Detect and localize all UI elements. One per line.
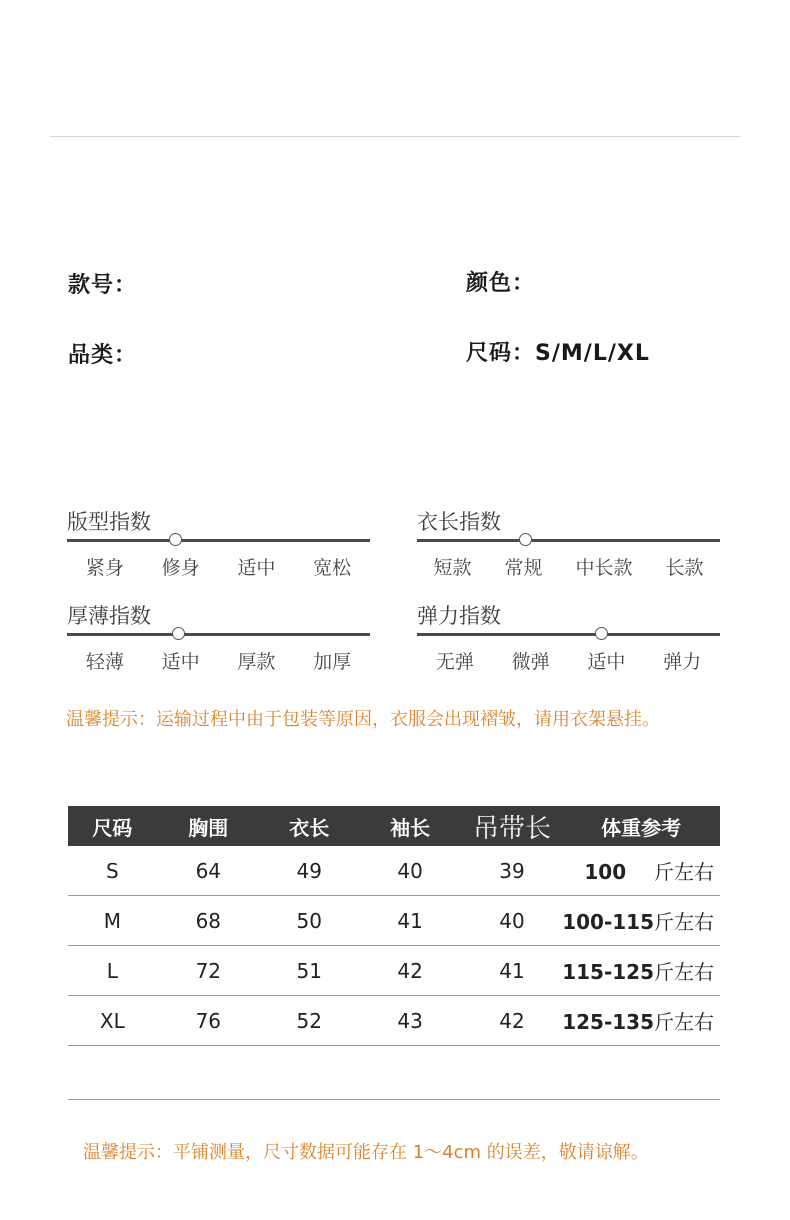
cell-sleeve: 41 — [358, 896, 461, 946]
thickness-index-knob — [172, 627, 185, 640]
table-row — [68, 946, 720, 996]
cell-chest: 76 — [157, 996, 260, 1046]
fit-index-options — [67, 553, 370, 580]
category-label: 品类： — [68, 343, 138, 368]
length-option: 短款 — [433, 557, 472, 579]
fit-index-knob — [169, 533, 182, 546]
weight-unit: 斤左右 — [654, 910, 714, 934]
length-index-track — [417, 539, 720, 542]
fit-option: 适中 — [237, 557, 276, 579]
elasticity-index-track — [417, 633, 720, 636]
elasticity-index-knob — [595, 627, 608, 640]
header-sleeve: 袖长 — [358, 806, 461, 846]
cell-length: 51 — [260, 946, 358, 996]
weight-value: 100 — [584, 860, 627, 884]
weight-unit: 斤左右 — [654, 860, 714, 884]
weight-unit: 斤左右 — [654, 960, 714, 984]
cell-weight — [562, 846, 720, 896]
measurement-tip: 温馨提示：平铺测量，尺寸数据可能存在 1～4cm 的误差，敬请谅解。 — [83, 1142, 649, 1163]
thickness-option: 适中 — [161, 651, 200, 673]
bottom-divider — [68, 1099, 720, 1100]
cell-sleeve: 40 — [358, 846, 461, 896]
table-row — [68, 846, 720, 896]
table-row — [68, 896, 720, 946]
header-weight: 体重参考 — [562, 806, 720, 846]
size-info — [466, 336, 650, 367]
cell-strap: 40 — [462, 896, 562, 946]
elasticity-option: 适中 — [587, 651, 626, 673]
cell-strap: 42 — [462, 996, 562, 1046]
cell-chest: 68 — [157, 896, 260, 946]
shipping-tip: 温馨提示：运输过程中由于包装等原因，衣服会出现褶皱，请用衣架悬挂。 — [66, 709, 660, 730]
thickness-option: 厚款 — [237, 651, 276, 673]
cell-weight — [562, 996, 720, 1046]
fit-option: 宽松 — [313, 557, 352, 579]
elasticity-option: 微弹 — [511, 651, 550, 673]
elasticity-index-title: 弹力指数 — [417, 604, 501, 628]
thickness-index-track — [67, 633, 370, 636]
style-no-label: 款号： — [68, 273, 138, 298]
thickness-index-options — [67, 647, 370, 674]
weight-value: 100-115 — [562, 910, 654, 934]
cell-size: XL — [68, 996, 157, 1046]
cell-weight — [562, 896, 720, 946]
elasticity-option: 弹力 — [663, 651, 702, 673]
weight-unit: 斤左右 — [654, 1010, 714, 1034]
thickness-option: 加厚 — [313, 651, 352, 673]
fit-index-track — [67, 539, 370, 542]
fit-option: 紧身 — [85, 557, 124, 579]
top-divider — [50, 136, 740, 137]
fit-index-title: 版型指数 — [67, 510, 151, 534]
size-table — [68, 806, 720, 1046]
color-label: 颜色： — [466, 271, 536, 296]
table-header-row — [68, 806, 720, 846]
color — [466, 266, 535, 297]
thickness-option: 轻薄 — [85, 651, 124, 673]
cell-chest: 72 — [157, 946, 260, 996]
fit-option: 修身 — [161, 557, 200, 579]
cell-strap: 41 — [462, 946, 562, 996]
style-no — [68, 268, 137, 299]
weight-value: 125-135 — [562, 1010, 654, 1034]
length-index-options — [417, 553, 720, 580]
cell-weight — [562, 946, 720, 996]
category — [68, 338, 137, 369]
length-option: 长款 — [665, 557, 704, 579]
cell-length: 52 — [260, 996, 358, 1046]
cell-size: M — [68, 896, 157, 946]
elasticity-index-options — [417, 647, 720, 674]
weight-value: 115-125 — [562, 960, 654, 984]
cell-length: 50 — [260, 896, 358, 946]
cell-sleeve: 42 — [358, 946, 461, 996]
header-strap: 吊带长 — [462, 806, 562, 846]
size-label: 尺码： — [466, 341, 536, 366]
cell-length: 49 — [260, 846, 358, 896]
cell-chest: 64 — [157, 846, 260, 896]
length-index-title: 衣长指数 — [417, 510, 501, 534]
length-option: 常规 — [504, 557, 543, 579]
size-value: S/M/L/XL — [535, 341, 650, 366]
elasticity-option: 无弹 — [435, 651, 474, 673]
cell-size: L — [68, 946, 157, 996]
table-row — [68, 996, 720, 1046]
header-length: 衣长 — [260, 806, 358, 846]
length-option: 中长款 — [575, 557, 633, 579]
header-chest: 胸围 — [157, 806, 260, 846]
header-size: 尺码 — [68, 806, 157, 846]
thickness-index-title: 厚薄指数 — [67, 604, 151, 628]
cell-size: S — [68, 846, 157, 896]
cell-strap: 39 — [462, 846, 562, 896]
length-index-knob — [519, 533, 532, 546]
cell-sleeve: 43 — [358, 996, 461, 1046]
